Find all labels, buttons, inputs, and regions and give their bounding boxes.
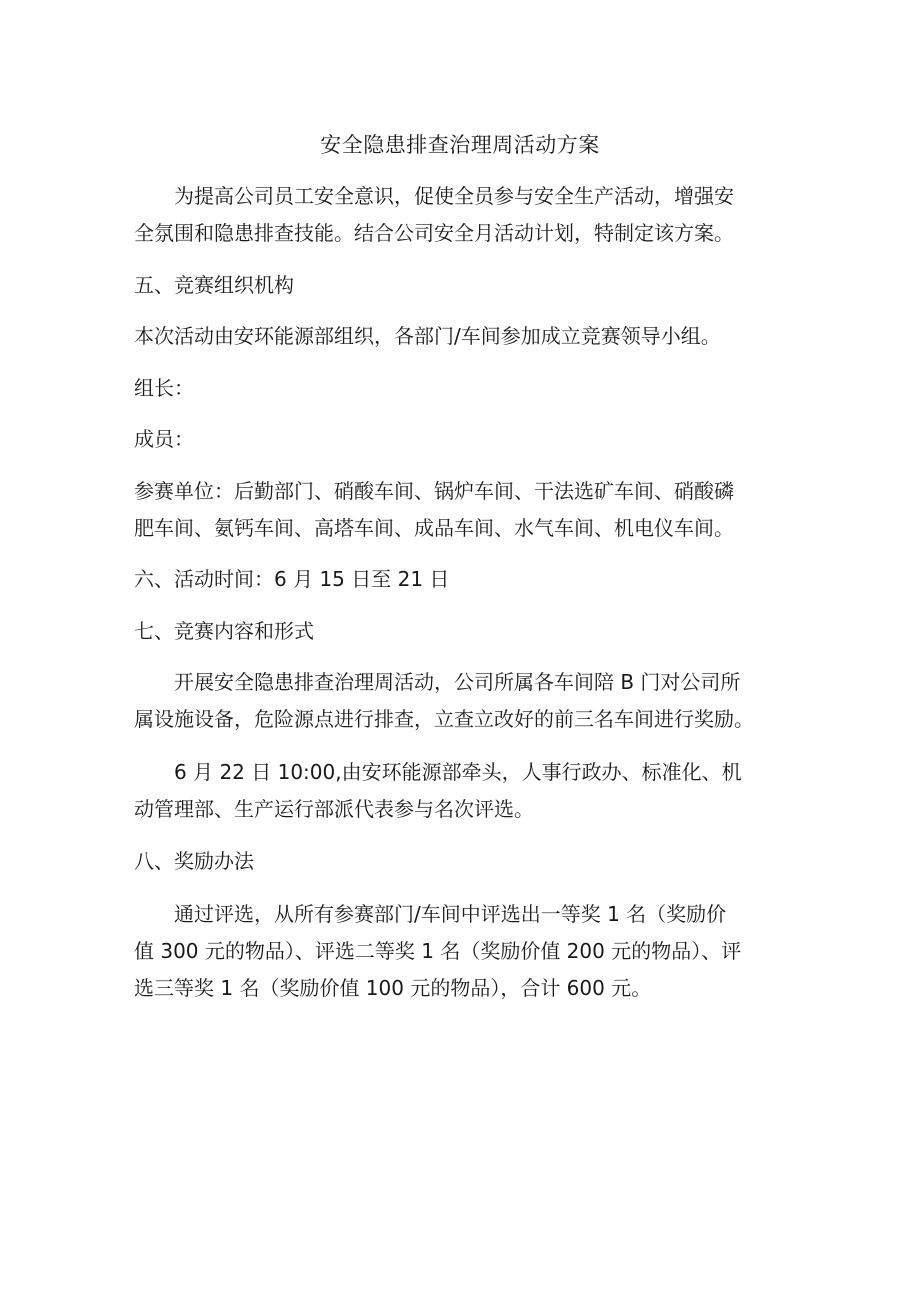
document-title: 安全隐患排查治理周活动方案 — [320, 133, 600, 157]
section8-para-line: 选三等奖 1 名（奖励价值 100 元的物品），合计 600 元。 — [134, 976, 652, 1000]
section6-heading: 六、活动时间：6 月 15 日至 21 日 — [134, 567, 450, 591]
section7-para2-line: 动管理部、生产运行部派代表参与名次评选。 — [134, 797, 534, 821]
intro-paragraph — [134, 178, 794, 252]
section5-heading: 五、竞赛组织机构 — [134, 273, 294, 297]
intro-line: 为提高公司员工安全意识，促使全员参与安全生产活动，增强安 — [174, 184, 734, 208]
members-label: 成员： — [134, 427, 194, 451]
units-paragraph — [134, 473, 794, 547]
section8-heading: 八、奖励办法 — [134, 849, 254, 873]
section8-para-line: 值 300 元的物品）、评选二等奖 1 名（奖励价值 200 元的物品）、评 — [134, 939, 742, 963]
section8-para-line: 通过评选，从所有参赛部门/车间中评选出一等奖 1 名（奖励价 — [174, 902, 727, 926]
section5-text: 本次活动由安环能源部组织，各部门/车间参加成立竞赛领导小组。 — [134, 324, 721, 348]
section7-heading: 七、竞赛内容和形式 — [134, 619, 314, 643]
leader-label: 组长： — [134, 376, 194, 400]
section7-paragraph-2 — [134, 754, 794, 828]
section7-para1-line: 开展安全隐患排查治理周活动，公司所属各车间陪 B 门对公司所 — [174, 670, 741, 694]
section8-paragraph — [134, 896, 794, 1007]
units-line: 参赛单位：后勤部门、硝酸车间、锅炉车间、干法选矿车间、硝酸磷 — [134, 479, 734, 503]
units-line: 肥车间、氨钙车间、高塔车间、成品车间、水气车间、机电仪车间。 — [134, 516, 734, 540]
intro-line: 全氛围和隐患排查技能。结合公司安全月活动计划，特制定该方案。 — [134, 221, 734, 245]
section7-para2-line: 6 月 22 日 10:00,由安环能源部牵头，人事行政办、标准化、机 — [174, 760, 742, 784]
section7-paragraph-1 — [134, 664, 794, 738]
section7-para1-line: 属设施设备，危险源点进行排查，立查立改好的前三名车间进行奖励。 — [134, 707, 754, 731]
